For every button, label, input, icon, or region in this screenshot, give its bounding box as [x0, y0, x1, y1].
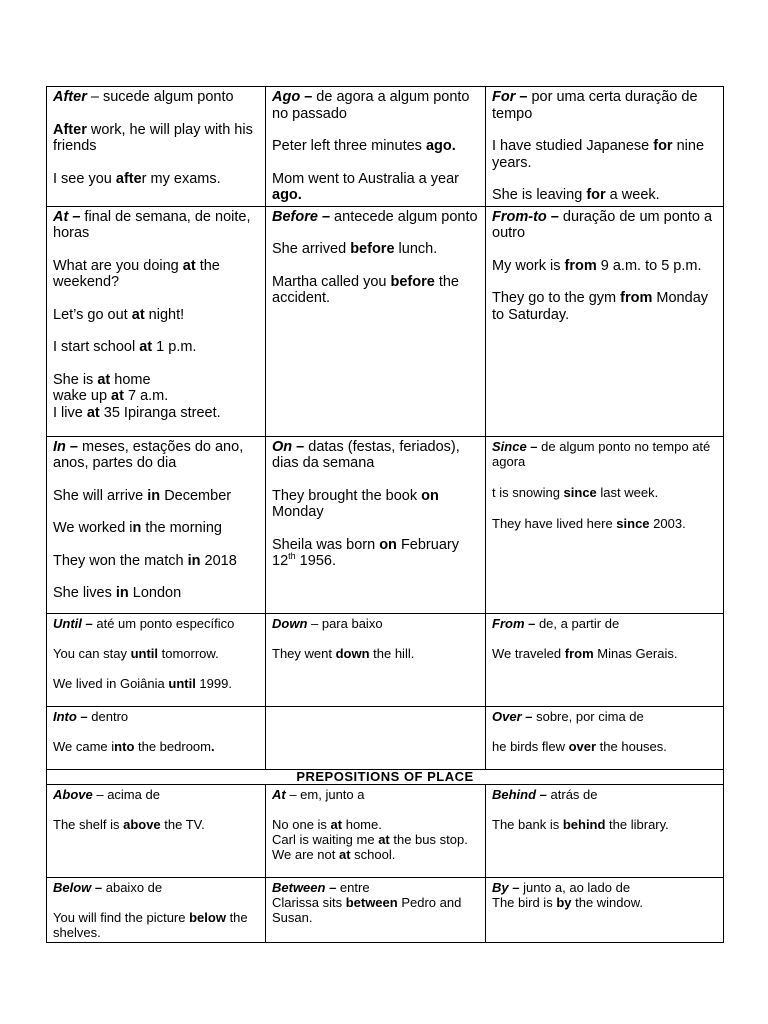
text-run: in: [147, 487, 161, 504]
text-run: 9 a.m. to 5 p.m.: [596, 257, 702, 274]
text-run: until: [168, 675, 196, 691]
example-sentence: [53, 122, 259, 155]
text-run: ago.: [425, 138, 456, 154]
text-run: at: [97, 371, 111, 388]
preposition-heading: [53, 89, 259, 106]
text-run: the library.: [605, 816, 669, 832]
text-run: Monday to Saturday.: [492, 290, 709, 323]
preposition-cell: [486, 436, 724, 613]
preposition-cell: [47, 784, 266, 877]
text-run: before: [350, 241, 395, 257]
text-run: I live: [53, 404, 87, 421]
text-run: the morning: [141, 520, 222, 536]
text-run: She is leaving: [492, 187, 587, 203]
text-run: the bedroom: [134, 738, 211, 754]
text-run: She is: [53, 371, 98, 388]
text-run: From –: [492, 615, 536, 631]
preposition-heading: [492, 616, 717, 631]
text-run: afte: [115, 170, 142, 187]
text-run: over: [568, 738, 597, 754]
preposition-heading: [492, 880, 717, 895]
preposition-heading: [492, 709, 717, 724]
preposition-heading: [272, 89, 479, 122]
preposition-heading: [492, 787, 717, 802]
example-sentence: [272, 171, 479, 204]
example-sentence: [53, 388, 259, 405]
preposition-heading: [272, 787, 479, 802]
text-run: at: [86, 404, 100, 421]
text-run: th: [288, 551, 296, 562]
text-run: Pedro and Susan.: [272, 894, 462, 925]
text-run: Peter left three minutes: [272, 138, 426, 154]
table-row: [47, 87, 724, 207]
text-run: We lived in Goiânia: [53, 675, 169, 691]
preposition-heading: [272, 209, 479, 226]
text-run: on: [421, 487, 439, 504]
text-run: You can stay: [53, 645, 131, 661]
text-run: from: [564, 645, 594, 661]
text-run: I have studied Japanese: [492, 138, 654, 154]
table-row: [47, 436, 724, 613]
text-run: My work is: [492, 257, 565, 274]
preposition-heading: [53, 439, 259, 472]
example-sentence: [492, 739, 717, 754]
text-run: the window.: [571, 894, 644, 910]
text-run: the bus stop.: [389, 831, 468, 847]
text-run: After: [53, 121, 87, 138]
text-run: I start school: [53, 339, 140, 355]
text-run: t is snowing: [492, 484, 564, 500]
text-run: No one is: [272, 816, 331, 832]
prepositions-table: [46, 86, 724, 943]
example-sentence: [492, 187, 717, 204]
text-run: Martha called you: [272, 273, 391, 290]
preposition-cell: [47, 706, 266, 769]
text-run: – para baixo: [307, 615, 383, 631]
text-run: We worked i: [53, 520, 133, 536]
example-sentence: [53, 585, 259, 602]
text-run: at: [338, 846, 351, 862]
text-run: in: [115, 585, 129, 601]
text-run: They have lived here: [492, 515, 617, 531]
example-sentence: [53, 372, 259, 389]
text-run: for: [653, 138, 673, 154]
preposition-heading: [53, 209, 259, 242]
text-run: We traveled: [492, 645, 565, 661]
example-sentence: [53, 171, 259, 188]
text-run: She arrived: [272, 241, 351, 257]
text-run: down: [335, 645, 370, 661]
text-run: – em, junto a: [285, 786, 365, 802]
text-run: Minas Gerais.: [593, 645, 678, 661]
example-sentence: [53, 405, 259, 422]
preposition-cell: [266, 436, 486, 613]
text-run: since: [616, 515, 650, 531]
text-run: work, he will play with his friends: [53, 121, 253, 154]
preposition-heading: [53, 709, 259, 724]
preposition-cell: [266, 877, 486, 942]
text-run: final de semana, de noite, horas: [53, 208, 251, 241]
text-run: 1956.: [295, 553, 336, 569]
example-sentence: [492, 516, 717, 531]
text-run: below: [189, 909, 226, 925]
preposition-cell: [486, 613, 724, 706]
preposition-cell: [266, 206, 486, 436]
text-run: by: [556, 894, 572, 910]
text-run: tomorrow.: [158, 645, 219, 661]
preposition-heading: [272, 880, 479, 895]
preposition-cell: [486, 784, 724, 877]
text-run: from: [564, 257, 597, 274]
text-run: They brought the book: [272, 487, 422, 504]
preposition-heading: [53, 880, 259, 895]
example-sentence: [492, 895, 717, 910]
text-run: Over –: [492, 708, 533, 724]
text-run: de, a partir de: [535, 615, 620, 631]
text-run: – sucede algum ponto: [86, 89, 234, 105]
text-run: until: [130, 645, 159, 661]
text-run: They go to the gym: [492, 290, 621, 306]
preposition-heading: [272, 616, 479, 631]
text-run: 1 p.m.: [152, 339, 197, 355]
example-sentence: [53, 553, 259, 570]
text-run: You will find the picture: [53, 909, 190, 925]
preposition-cell: [47, 877, 266, 942]
text-run: last week.: [596, 484, 659, 500]
example-sentence: [492, 646, 717, 661]
text-run: dentro: [87, 708, 129, 724]
text-run: .: [211, 738, 215, 754]
text-run: The shelf is: [53, 816, 124, 832]
text-run: – acima de: [92, 786, 160, 802]
text-run: the houses.: [596, 738, 667, 754]
text-run: London: [128, 585, 182, 601]
preposition-heading: [492, 89, 717, 122]
text-run: We came i: [53, 738, 115, 754]
example-sentence: [53, 520, 259, 537]
text-run: December: [160, 487, 232, 504]
table-row: [47, 206, 724, 436]
example-sentence: [53, 910, 259, 940]
text-run: I see you: [53, 170, 116, 187]
text-run: The bank is: [492, 816, 563, 832]
text-run: entre: [336, 879, 370, 895]
text-run: Ago –: [272, 89, 313, 105]
text-run: We are not: [272, 846, 339, 862]
section-title: PREPOSITIONS OF PLACE: [47, 769, 724, 784]
text-run: at: [182, 257, 196, 274]
text-run: on: [379, 536, 397, 553]
text-run: a week.: [605, 187, 660, 203]
text-run: at: [111, 388, 124, 404]
text-run: Monday: [272, 504, 324, 520]
text-run: Down: [272, 615, 308, 631]
text-run: Carl is waiting me: [272, 831, 379, 847]
text-run: abaixo de: [102, 879, 163, 895]
example-sentence: [492, 258, 717, 275]
table-row: [47, 613, 724, 706]
text-run: 2003.: [649, 515, 686, 531]
table-row: [47, 769, 724, 784]
text-run: atrás de: [546, 786, 598, 802]
text-run: behind: [562, 816, 606, 832]
preposition-cell: [266, 706, 486, 769]
text-run: the weekend?: [53, 257, 220, 290]
preposition-cell: [266, 784, 486, 877]
text-run: de algum ponto no tempo até agora: [492, 438, 711, 469]
text-run: Sheila was born: [272, 536, 380, 553]
text-run: before: [390, 273, 435, 290]
text-run: They won the match: [53, 552, 188, 569]
example-sentence: [53, 339, 259, 356]
preposition-cell: [266, 87, 486, 207]
text-run: the hill.: [369, 645, 415, 661]
example-sentence: [492, 485, 717, 500]
text-run: Below –: [53, 879, 103, 895]
text-run: at: [139, 339, 153, 355]
example-sentence: [53, 488, 259, 505]
text-run: They went: [272, 645, 336, 661]
text-run: school.: [350, 846, 396, 862]
text-run: She lives: [53, 585, 116, 601]
text-run: sobre, por cima de: [532, 708, 644, 724]
text-run: Since –: [492, 438, 538, 454]
example-sentence: [53, 817, 259, 832]
example-sentence: [272, 537, 479, 570]
example-sentence: [53, 646, 259, 661]
preposition-cell: [47, 87, 266, 207]
text-run: Let’s go out: [53, 306, 132, 323]
text-run: de agora a algum ponto no passado: [272, 89, 470, 122]
text-run: For –: [492, 89, 528, 105]
text-run: wake up: [53, 388, 112, 404]
text-run: In –: [53, 438, 78, 455]
text-run: he birds flew: [492, 738, 569, 754]
text-run: The bird is: [492, 894, 557, 910]
text-run: Before –: [272, 208, 331, 225]
text-run: 7 a.m.: [123, 388, 169, 404]
text-run: the TV.: [160, 816, 205, 832]
example-sentence: [492, 138, 717, 171]
example-sentence: [492, 817, 717, 832]
example-sentence: [53, 739, 259, 754]
text-run: antecede algum ponto: [330, 208, 478, 225]
text-run: nto: [114, 738, 135, 754]
text-run: Behind –: [492, 786, 547, 802]
text-run: lunch.: [394, 241, 438, 257]
text-run: From-to –: [492, 208, 559, 225]
text-run: February 12: [272, 536, 459, 569]
text-run: 35 Ipiranga street.: [99, 404, 221, 421]
example-sentence: [272, 847, 479, 862]
preposition-cell: [486, 87, 724, 207]
example-sentence: [272, 832, 479, 847]
text-run: home: [110, 371, 151, 388]
example-sentence: [492, 290, 717, 323]
text-run: datas (festas, feriados), dias da semana: [272, 438, 460, 471]
preposition-heading: [492, 209, 717, 242]
text-run: nine years.: [492, 138, 705, 171]
text-run: between: [345, 894, 398, 910]
example-sentence: [53, 676, 259, 691]
text-run: She will arrive: [53, 487, 148, 504]
text-run: the accident.: [272, 273, 459, 306]
text-run: On –: [272, 438, 305, 455]
text-run: the shelves.: [53, 909, 248, 940]
preposition-cell: [47, 613, 266, 706]
example-sentence: [272, 274, 479, 307]
text-run: meses, estações do ano, anos, partes do dia: [53, 438, 244, 471]
text-run: Between –: [272, 879, 337, 895]
example-sentence: [272, 241, 479, 258]
text-run: home.: [342, 816, 382, 832]
text-run: 1999.: [195, 675, 232, 691]
text-run: até um ponto específico: [92, 615, 235, 631]
preposition-heading: [272, 439, 479, 472]
text-run: What are you doing: [53, 257, 183, 274]
text-run: 2018: [200, 552, 237, 569]
text-run: Above: [53, 786, 93, 802]
text-run: ago.: [272, 187, 302, 203]
text-run: at: [131, 306, 145, 323]
preposition-heading: [492, 439, 717, 469]
preposition-cell: [486, 877, 724, 942]
text-run: By –: [492, 879, 520, 895]
table-row: [47, 877, 724, 942]
text-run: r my exams.: [141, 170, 221, 187]
text-run: Clarissa sits: [272, 894, 346, 910]
preposition-cell: [486, 706, 724, 769]
text-run: since: [563, 484, 597, 500]
text-run: At: [272, 786, 286, 802]
text-run: duração de um ponto a outro: [492, 208, 713, 241]
example-sentence: [53, 258, 259, 291]
text-run: above: [123, 816, 161, 832]
preposition-cell: [47, 206, 266, 436]
example-sentence: [272, 488, 479, 521]
example-sentence: [272, 817, 479, 832]
text-run: at: [378, 831, 390, 847]
text-run: junto a, ao lado de: [519, 879, 631, 895]
preposition-cell: [486, 206, 724, 436]
example-sentence: [272, 138, 479, 155]
table-row: [47, 784, 724, 877]
text-run: night!: [144, 306, 185, 323]
preposition-heading: [53, 787, 259, 802]
text-run: in: [187, 552, 201, 569]
text-run: n: [132, 520, 142, 536]
text-run: for: [586, 187, 606, 203]
table-row: [47, 706, 724, 769]
text-run: Until –: [53, 615, 93, 631]
text-run: At –: [53, 208, 81, 225]
preposition-cell: [266, 613, 486, 706]
text-run: por uma certa duração de tempo: [492, 89, 698, 122]
preposition-heading: [53, 616, 259, 631]
text-run: Mom went to Australia a year: [272, 170, 459, 187]
text-run: After: [53, 89, 87, 105]
text-run: from: [620, 290, 653, 306]
example-sentence: [53, 307, 259, 324]
text-run: at: [330, 816, 343, 832]
example-sentence: [272, 646, 479, 661]
preposition-cell: [47, 436, 266, 613]
text-run: Into –: [53, 708, 88, 724]
example-sentence: [272, 895, 479, 925]
